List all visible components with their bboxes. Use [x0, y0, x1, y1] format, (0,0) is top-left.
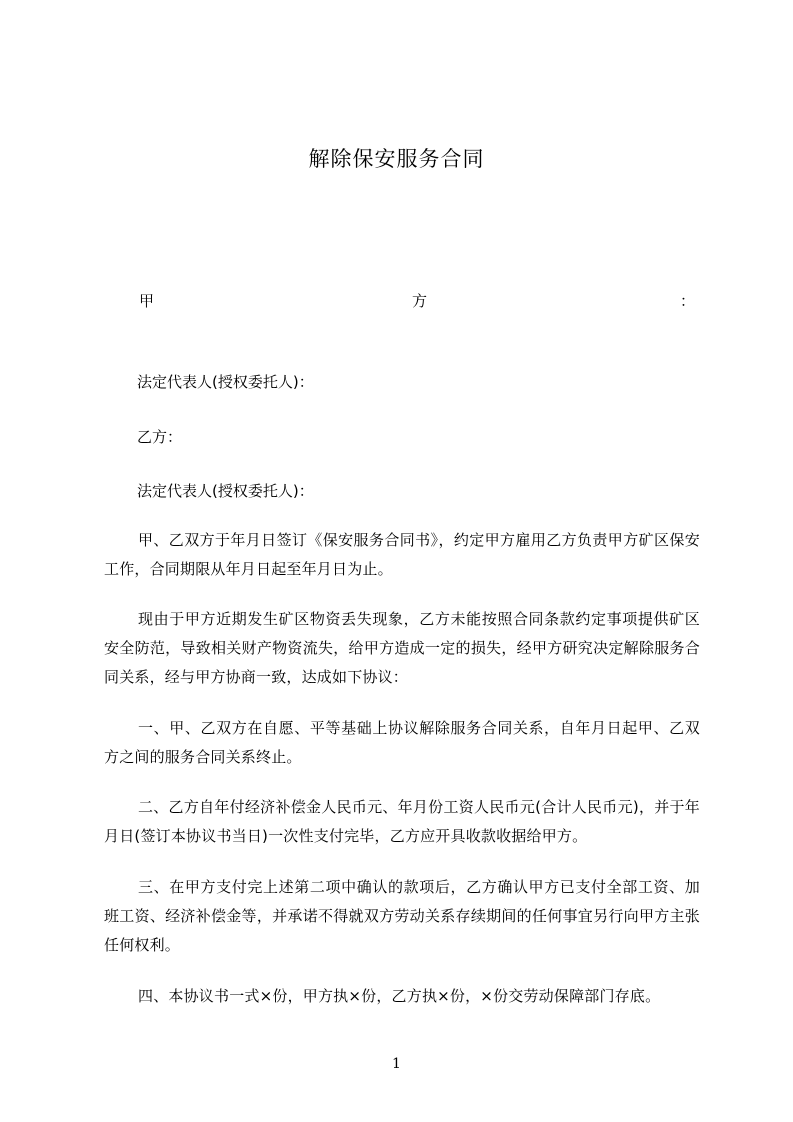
party-a-char-2: 方	[412, 292, 428, 310]
party-a-line	[139, 290, 695, 314]
clause-2: 二、乙方自年付经济补偿金人民币元、年月份工资人民币元(合计人民币元)，并于年月日(签订本协议书当日)一次性支付完毕，乙方应开具收款收据给甲方。	[104, 798, 700, 845]
document-title: 解除保安服务合同	[308, 147, 485, 171]
paragraph-reason: 现由于甲方近期发生矿区物资丢失现象，乙方未能按照合同条款约定事项提供矿区安全防范，导致相关财产物资流失，给甲方造成一定的损失，经甲方研究决定解除服务合同关系，经与甲方协商一致，达成如下协议：	[104, 610, 700, 686]
party-a-colon: ：	[679, 292, 695, 310]
page-number: 1	[392, 1056, 401, 1072]
party-b: 乙方：	[137, 428, 183, 446]
paragraph-background: 甲、乙双方于年月日签订《保安服务合同书》，约定甲方雇用乙方负责甲方矿区保安工作，合同期限从年月日起至年月日为止。	[104, 531, 700, 578]
clause-1: 一、甲、乙双方在自愿、平等基础上协议解除服务合同关系，自年月日起甲、乙双方之间的服务合同关系终止。	[104, 719, 700, 766]
party-b-representative: 法定代表人(授权委托人)：	[137, 482, 314, 500]
clause-4: 四、本协议书一式×份，甲方执×份，乙方执×份，×份交劳动保障部门存底。	[138, 987, 661, 1005]
party-a-char-1: 甲	[139, 292, 155, 310]
clause-3: 三、在甲方支付完上述第二项中确认的款项后，乙方确认甲方已支付全部工资、加班工资、经济补偿金等，并承诺不得就双方劳动关系存续期间的任何事宜另行向甲方主张任何权利。	[104, 878, 700, 954]
party-a-representative: 法定代表人(授权委托人)：	[137, 373, 314, 391]
